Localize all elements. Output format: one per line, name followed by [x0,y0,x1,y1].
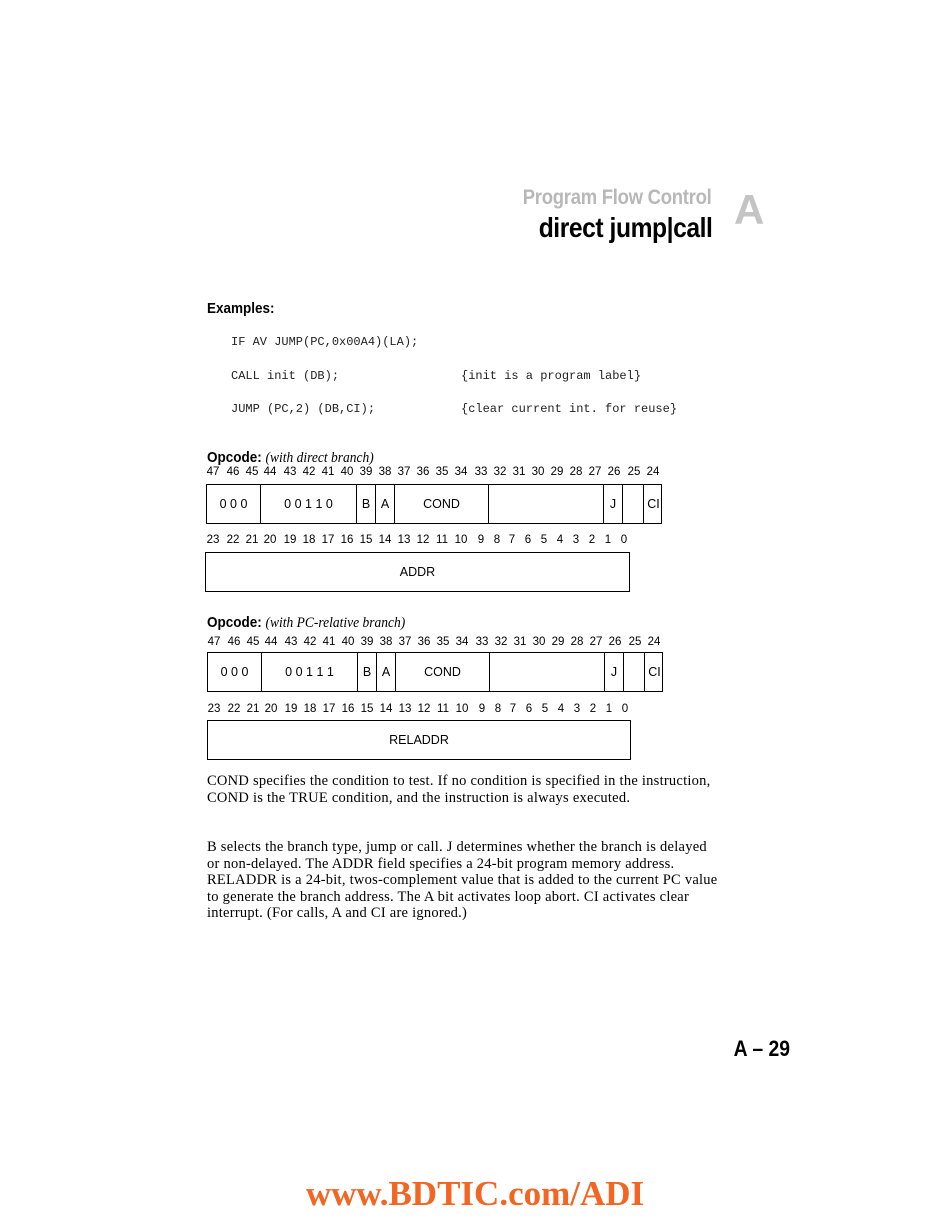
bit-number-6: 6 [524,534,532,546]
description-paragraph-2: B selects the branch type, jump or call. J determines whether the branch is delayed or non-delayed. The ADDR field specifies a 24-bit program memory address. RELADDR is a 24-bit, twos-complement value that is added to the current PC value to generate the branch address. The A bit activates loop abort. CI activates clear interrupt. (For calls, A and CI are ignored.) [207,839,718,922]
bit-number-46: 46 [227,636,241,648]
bit-number-22: 22 [227,703,241,715]
bit-number-18: 18 [303,703,317,715]
bit-number-15: 15 [359,534,373,546]
bit-number-41: 41 [322,636,336,648]
bit-number-11: 11 [436,534,448,546]
bit-number-5: 5 [540,534,548,546]
bit-number-19: 19 [283,534,297,546]
examples-heading: Examples: [207,300,275,317]
bit-number-44: 44 [263,466,277,478]
bit-number-42: 42 [302,466,316,478]
bit-number-38: 38 [378,466,392,478]
example-comment-3: {clear current int. for reuse} [461,402,678,416]
bit-number-31: 31 [513,636,527,648]
bit-number-34: 34 [454,466,468,478]
bit-number-2: 2 [588,534,596,546]
bit-number-11: 11 [437,703,449,715]
field-ci: CI [643,485,663,523]
bit-number-21: 21 [245,534,259,546]
bit-number-32: 32 [493,466,507,478]
field-ci: CI [644,653,664,691]
field-unused-32-27 [489,653,604,691]
bit-number-13: 13 [398,703,412,715]
bit-number-12: 12 [416,534,430,546]
bit-number-6: 6 [525,703,533,715]
field-reladdr: RELADDR [389,733,449,747]
appendix-letter: A [734,186,765,233]
field-a: A [376,653,395,691]
bit-number-1: 1 [605,703,613,715]
field-cond: COND [394,485,488,523]
bit-number-10: 10 [454,534,468,546]
bit-number-27: 27 [589,636,603,648]
bit-number-30: 30 [532,636,546,648]
bit-number-37: 37 [397,466,411,478]
section-title: Program Flow Control [523,186,712,209]
bit-number-36: 36 [417,636,431,648]
bit-number-17: 17 [322,703,336,715]
bit-number-13: 13 [397,534,411,546]
bit-number-14: 14 [379,703,393,715]
bit-number-0: 0 [621,703,629,715]
opcode-direct-heading [207,449,374,467]
bit-number-15: 15 [360,703,374,715]
field-cond: COND [395,653,489,691]
bit-number-31: 31 [512,466,526,478]
bit-number-35: 35 [435,466,449,478]
bit-number-47: 47 [207,636,221,648]
bit-number-4: 4 [556,534,564,546]
bit-number-18: 18 [302,534,316,546]
bit-number-38: 38 [379,636,393,648]
bit-numbers-upper-relative [0,636,950,650]
bit-number-16: 16 [341,703,355,715]
bit-number-35: 35 [436,636,450,648]
opcode-relative-subtitle: (with PC-relative branch) [265,615,406,631]
bit-number-47: 47 [206,466,220,478]
field-unused-25 [622,485,643,523]
bit-number-28: 28 [569,466,583,478]
bit-number-12: 12 [417,703,431,715]
bit-number-8: 8 [493,534,501,546]
bit-number-1: 1 [604,534,612,546]
bit-number-36: 36 [416,466,430,478]
bit-number-29: 29 [551,636,565,648]
page-title: direct jump|call [538,212,712,243]
bit-number-34: 34 [455,636,469,648]
bit-number-9: 9 [477,534,485,546]
field-opcode-44-40: 0 0 1 1 0 [260,485,356,523]
bit-number-7: 7 [508,534,516,546]
opcode-direct-upper-register [206,484,662,524]
bit-number-37: 37 [398,636,412,648]
bit-number-26: 26 [608,636,622,648]
bit-number-23: 23 [206,534,220,546]
field-bits-47-45: 0 0 0 [220,665,249,679]
bit-number-42: 42 [303,636,317,648]
description-paragraph-1: COND specifies the condition to test. If no condition is specified in the instruction, COND is the TRUE condition, and the instruction is always executed. [207,773,711,806]
opcode-relative-label: Opcode: [207,614,262,631]
bit-number-32: 32 [494,636,508,648]
field-addr: ADDR [399,565,436,579]
field-a: A [375,485,394,523]
bit-number-46: 46 [226,466,240,478]
bit-numbers-upper-direct [0,466,950,480]
bit-number-27: 27 [588,466,602,478]
bit-number-19: 19 [284,703,298,715]
bit-number-3: 3 [572,534,580,546]
example-comment-2: {init is a program label} [461,369,642,383]
bit-number-28: 28 [570,636,584,648]
bit-number-45: 45 [246,636,260,648]
example-code-2: CALL init (DB); [231,369,340,383]
bit-number-3: 3 [573,703,581,715]
bit-number-44: 44 [264,636,278,648]
example-code-1: IF AV JUMP(PC,0x00A4)(LA); [231,335,419,349]
bit-number-25: 25 [627,466,641,478]
bit-number-45: 45 [245,466,259,478]
bit-number-24: 24 [647,636,661,648]
bit-number-23: 23 [207,703,221,715]
bit-number-39: 39 [360,636,374,648]
bit-number-17: 17 [321,534,335,546]
bit-numbers-lower-direct [0,534,950,548]
bit-number-40: 40 [341,636,355,648]
opcode-direct-lower-register [205,552,630,592]
field-b: B [357,653,376,691]
bit-number-20: 20 [264,703,278,715]
opcode-relative-lower-register [207,720,631,760]
field-opcode-44-40: 0 0 1 1 1 [261,653,357,691]
bit-numbers-lower-relative [0,703,950,717]
opcode-relative-heading [207,614,405,632]
bit-number-25: 25 [628,636,642,648]
bit-number-22: 22 [226,534,240,546]
bit-number-39: 39 [359,466,373,478]
bit-number-21: 21 [246,703,260,715]
field-b: B [356,485,375,523]
field-bits-47-45: 0 0 0 [219,497,248,511]
bit-number-16: 16 [340,534,354,546]
bit-number-41: 41 [321,466,335,478]
bit-number-33: 33 [475,636,489,648]
bit-number-24: 24 [646,466,660,478]
field-unused-32-27 [488,485,603,523]
bit-number-40: 40 [340,466,354,478]
bit-number-43: 43 [283,466,297,478]
opcode-direct-subtitle: (with direct branch) [265,450,374,466]
bit-number-9: 9 [478,703,486,715]
bit-number-10: 10 [455,703,469,715]
bit-number-7: 7 [509,703,517,715]
bit-number-8: 8 [494,703,502,715]
bit-number-5: 5 [541,703,549,715]
bit-number-30: 30 [531,466,545,478]
bit-number-14: 14 [378,534,392,546]
bit-number-4: 4 [557,703,565,715]
bit-number-43: 43 [284,636,298,648]
bit-number-26: 26 [607,466,621,478]
bit-number-29: 29 [550,466,564,478]
field-j: J [604,653,623,691]
bit-number-33: 33 [474,466,488,478]
example-code-3: JUMP (PC,2) (DB,CI); [231,402,376,416]
bit-number-2: 2 [589,703,597,715]
page-number: A – 29 [733,1036,790,1061]
field-j: J [603,485,622,523]
bit-number-20: 20 [263,534,277,546]
opcode-relative-upper-register [207,652,663,692]
footer-url: www.BDTIC.com/ADI [305,1174,645,1213]
field-unused-25 [623,653,644,691]
bit-number-0: 0 [620,534,628,546]
opcode-direct-label: Opcode: [207,449,262,466]
